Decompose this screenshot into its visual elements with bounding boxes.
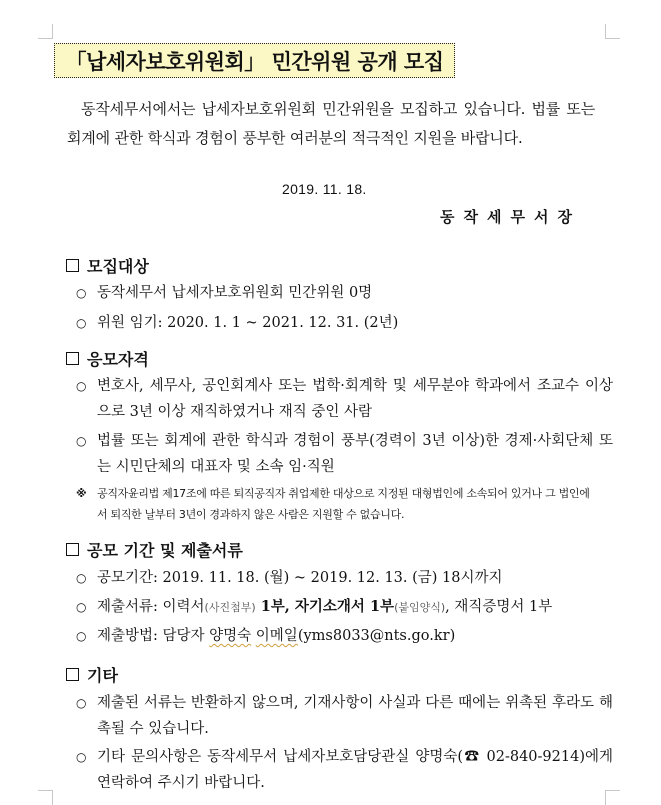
circle-bullet-icon: ○ — [76, 379, 87, 393]
section-heading: 기타 — [87, 666, 118, 685]
page-title: 「납세자보호위원회」 민간위원 공개 모집 — [65, 49, 444, 74]
email-link[interactable]: (yms8033@nts.go.kr) — [297, 628, 456, 644]
list-item: ○ 위원 임기: 2020. 1. 1 ~ 2021. 12. 31. (2년) — [76, 310, 613, 336]
circle-bullet-icon: ○ — [76, 750, 87, 764]
crop-mark-top-left — [38, 24, 53, 39]
section-period-documents — [66, 538, 243, 561]
exclusion-note: ※ 공직자윤리법 제17조에 따른 퇴직공직자 취업제한 대상으로 지정된 대형법인에 소속되어 있거나 그 법인에서 퇴직한 날부터 3년이 경과하지 않은 사람은 지원할 수 없습니다. — [76, 483, 596, 525]
circle-bullet-icon: ○ — [76, 316, 87, 330]
list-item: ○ 제출된 서류는 반환하지 않으며, 기재사항이 사실과 다른 때에는 위촉된 후라도 해촉될 수 있습니다. — [76, 690, 613, 742]
list-item-period: ○ 공모기간: 2019. 11. 18. (월) ~ 2019. 12. 13. (금) 18시까지 — [76, 565, 613, 591]
circle-bullet-icon: ○ — [76, 600, 87, 614]
section-heading: 응모자격 — [87, 350, 149, 369]
list-item-contact: ○ 기타 문의사항은 동작세무서 납세자보호담당관실 양명숙(☎ 02-840-9214)에게 연락하여 주시기 바랍니다. — [76, 744, 613, 796]
title-box — [54, 43, 455, 78]
section-other — [66, 663, 118, 686]
list-item: ○ 동작세무서 납세자보호위원회 민간위원 0명 — [76, 280, 613, 306]
circle-bullet-icon: ○ — [76, 629, 87, 643]
list-item: ○ 법률 또는 회계에 관한 학식과 경험이 풍부(경력이 3년 이상)한 경제·사회단체 또는 시민단체의 대표자 및 소속 임·직원 — [76, 428, 613, 480]
list-item-method: ○ 제출방법: 담당자 양명숙 이메일(yms8033@nts.go.kr) — [76, 623, 613, 649]
notice-date: 2019. 11. 18. — [282, 181, 367, 197]
checkbox-square-icon — [66, 668, 79, 681]
intro-text: 동작세무서에서는 납세자보호위원회 민간위원을 모집하고 있습니다. 법률 또는 회계에 관한 학식과 경험이 풍부한 여러분의 적극적인 지원을 바랍니다. — [67, 100, 595, 147]
section-heading: 모집대상 — [87, 257, 149, 276]
crop-mark-top-right — [605, 24, 620, 39]
section-heading: 공모 기간 및 제출서류 — [87, 541, 243, 560]
circle-bullet-icon: ○ — [76, 286, 87, 300]
circle-bullet-icon: ○ — [76, 571, 87, 585]
circle-bullet-icon: ○ — [76, 434, 87, 448]
section-qualifications — [66, 347, 149, 370]
signer: 동작세무서장 — [440, 208, 581, 226]
crop-mark-bottom-left — [38, 790, 53, 805]
intro-paragraph — [67, 95, 595, 153]
reference-mark-icon: ※ — [76, 487, 87, 500]
list-item: ○ 변호사, 세무사, 공인회계사 또는 법학·회계학 및 세무분야 학과에서 조교수 이상으로 3년 이상 재직하였거나 재직 중인 사람 — [76, 373, 613, 425]
checkbox-square-icon — [66, 543, 79, 556]
checkbox-square-icon — [66, 259, 79, 272]
circle-bullet-icon: ○ — [76, 696, 87, 710]
list-item-documents: ○ 제출서류: 이력서(사진첨부) 1부, 자기소개서 1부(붙임양식), 재직증명서 1부 — [76, 594, 613, 621]
checkbox-square-icon — [66, 352, 79, 365]
section-recruit-target — [66, 254, 149, 277]
